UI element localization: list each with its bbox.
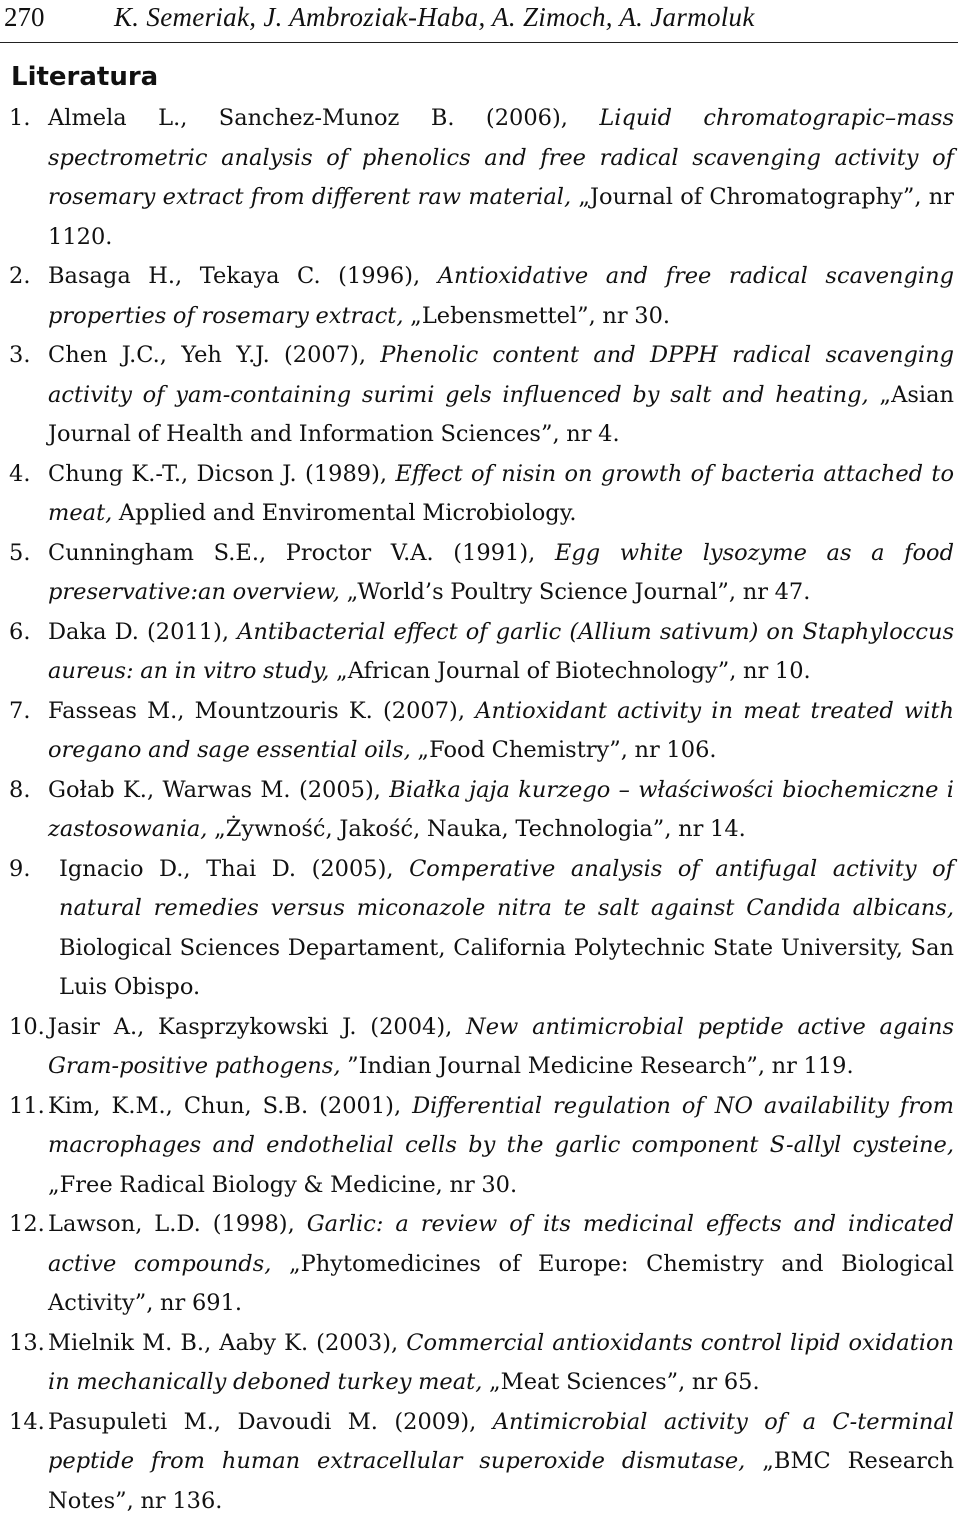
reference-item <box>0 257 958 336</box>
reference-item <box>0 534 958 613</box>
reference-title: Differential regulation of NO availability from macrophages and endothelial cells by the garlic component S-allyl cysteine, <box>48 1093 954 1159</box>
section-title: Literatura <box>11 62 158 92</box>
reference-title: Antibacterial effect of garlic (Allium sativum) on Staphyloccus aureus: an in vitro study, <box>48 619 954 685</box>
reference-authors: Chen J.C., Yeh Y.J. (2007), <box>48 342 366 368</box>
reference-item <box>0 1205 958 1324</box>
reference-number: 1. <box>9 99 30 139</box>
reference-number: 2. <box>9 257 30 297</box>
reference-source: ”Indian Journal Medicine Research”, nr 119. <box>341 1053 854 1079</box>
reference-source: „Food Chemistry”, nr 106. <box>411 737 717 763</box>
reference-source: „World’s Poultry Science Journal”, nr 47. <box>340 579 810 605</box>
reference-source: „Meat Sciences”, nr 65. <box>482 1369 759 1395</box>
reference-source: „Żywność, Jakość, Nauka, Technologia”, nr 14. <box>207 816 745 842</box>
reference-source: „Journal of Chromatography”, nr 1120. <box>48 184 954 250</box>
reference-authors: Fasseas M., Mountzouris K. (2007), <box>48 698 465 724</box>
reference-list <box>0 99 958 1521</box>
reference-authors: Basaga H., Tekaya C. (1996), <box>48 263 420 289</box>
reference-number: 8. <box>9 771 30 811</box>
reference-title: Antioxidative and free radical scavenging properties of rosemary extract, <box>48 263 954 329</box>
reference-authors: Daka D. (2011), <box>48 619 229 645</box>
reference-title: Comperative analysis of antifugal activity of natural remedies versus miconazole nitra te salt against Candida albicans, <box>59 856 954 922</box>
reference-item <box>0 1324 958 1403</box>
reference-authors: Gołab K., Warwas M. (2005), <box>48 777 381 803</box>
reference-source: „Lebensmettel”, nr 30. <box>404 303 671 329</box>
reference-item <box>0 99 958 257</box>
reference-item <box>0 850 958 1008</box>
reference-item <box>0 1403 958 1521</box>
reference-title: Białka jaja kurzego – właściwości biochemiczne i zastosowania, <box>48 777 954 843</box>
reference-authors: Kim, K.M., Chun, S.B. (2001), <box>48 1093 401 1119</box>
header-authors: K. Semeriak, J. Ambroziak-Haba, A. Zimoch, A. Jarmoluk <box>114 2 755 33</box>
reference-title: Antimicrobial activity of a C-terminal peptide from human extracellular superoxide dismutase, <box>48 1409 954 1475</box>
reference-item <box>0 692 958 771</box>
reference-authors: Jasir A., Kasprzykowski J. (2004), <box>48 1014 452 1040</box>
reference-number: 11. <box>9 1087 45 1127</box>
reference-number: 14. <box>9 1403 45 1443</box>
reference-number: 5. <box>9 534 30 574</box>
reference-number: 12. <box>9 1205 45 1245</box>
reference-number: 7. <box>9 692 30 732</box>
reference-source: Applied and Enviromental Microbiology. <box>112 500 576 526</box>
reference-authors: Chung K.-T., Dicson J. (1989), <box>48 461 387 487</box>
reference-authors: Cunningham S.E., Proctor V.A. (1991), <box>48 540 535 566</box>
running-header <box>0 0 958 43</box>
reference-source: „Free Radical Biology & Medicine, nr 30. <box>48 1172 517 1198</box>
reference-source: Biological Sciences Departament, California Polytechnic State University, San Luis Obispo. <box>59 935 954 1001</box>
reference-number: 4. <box>9 455 30 495</box>
reference-item <box>0 336 958 455</box>
reference-title: Garlic: a review of its medicinal effects and indicated active compounds, <box>48 1211 954 1277</box>
reference-number: 9. <box>9 850 30 890</box>
reference-authors: Mielnik M. B., Aaby K. (2003), <box>48 1330 398 1356</box>
reference-number: 6. <box>9 613 30 653</box>
reference-title: Commercial antioxidants control lipid oxidation in mechanically deboned turkey meat, <box>48 1330 954 1396</box>
reference-title: New antimicrobial peptide active agains Gram-positive pathogens, <box>48 1014 954 1080</box>
reference-title: Egg white lysozyme as a food preservative:an overview, <box>48 540 954 606</box>
reference-title: Liquid chromatograpic–mass spectrometric analysis of phenolics and free radical scavenging activity of rosemary extract from different raw material, <box>48 105 954 210</box>
reference-item <box>0 1087 958 1206</box>
reference-source: „Asian Journal of Health and Information Sciences”, nr 4. <box>48 382 954 448</box>
reference-item <box>0 455 958 534</box>
reference-authors: Lawson, L.D. (1998), <box>48 1211 295 1237</box>
reference-number: 13. <box>9 1324 45 1364</box>
reference-number: 3. <box>9 336 30 376</box>
reference-source: „BMC Research Notes”, nr 136. <box>48 1448 954 1514</box>
reference-authors: Almela L., Sanchez-Munoz B. (2006), <box>48 105 568 131</box>
reference-number: 10. <box>9 1008 45 1048</box>
reference-title: Effect of nisin on growth of bacteria attached to meat, <box>48 461 954 527</box>
reference-title: Antioxidant activity in meat treated with oregano and sage essential oils, <box>48 698 954 764</box>
reference-item <box>0 771 958 850</box>
reference-item <box>0 613 958 692</box>
reference-source: „Phytomedicines of Europe: Chemistry and Biological Activity”, nr 691. <box>48 1251 954 1317</box>
reference-source: „African Journal of Biotechnology”, nr 10. <box>329 658 810 684</box>
reference-title: Phenolic content and DPPH radical scavenging activity of yam-containing surimi gels influenced by salt and heating, <box>48 342 954 408</box>
reference-authors: Ignacio D., Thai D. (2005), <box>59 856 394 882</box>
reference-authors: Pasupuleti M., Davoudi M. (2009), <box>48 1409 476 1435</box>
reference-item <box>0 1008 958 1087</box>
page-number: 270 <box>4 2 45 33</box>
